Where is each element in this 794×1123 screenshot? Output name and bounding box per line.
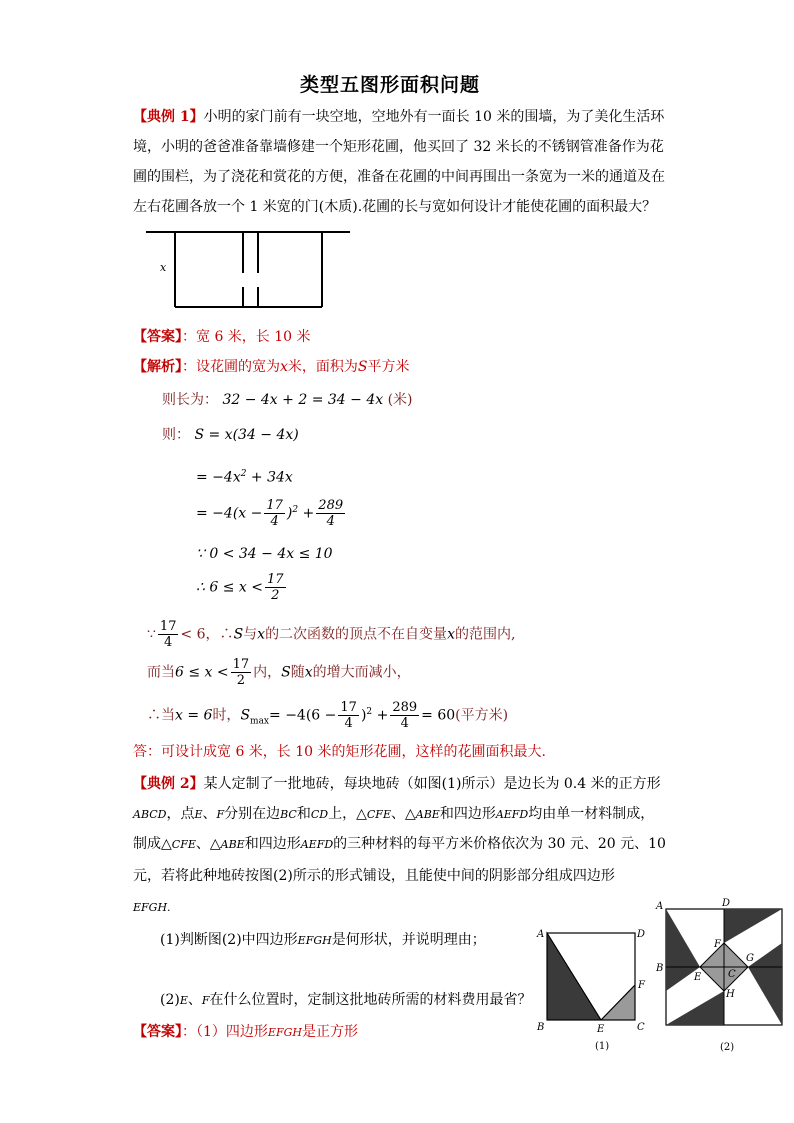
analysis-text1: ：设花圃的宽为: [182, 359, 280, 375]
conclusion-line3: [147, 700, 508, 731]
c3-frac2-d: 4: [400, 716, 409, 731]
c2-frac-n: 17: [232, 657, 250, 672]
l2i: CD: [310, 808, 329, 821]
l2b: ，点: [166, 806, 195, 822]
fig2-label-g: G: [746, 953, 754, 964]
garden-diagram: [140, 225, 360, 315]
question-1: [160, 930, 486, 951]
ex2-answer-c: 是正方形: [301, 1024, 358, 1040]
q1c: 是何形状，并说明理由；: [331, 932, 486, 948]
q2d: F: [201, 994, 210, 1007]
l2k: CFE: [366, 808, 391, 821]
analysis-var-x: x: [280, 359, 288, 375]
c3-e: ): [360, 707, 367, 724]
example2-line3: [133, 834, 666, 855]
ex2-answer-b: EFGH: [267, 1026, 302, 1039]
ex2-answer-a: ：（1）四边形: [182, 1024, 268, 1040]
c3-frac1-d: 4: [344, 716, 353, 731]
q2b: E: [179, 994, 188, 1007]
example2-line4: 元，若将此种地砖按图(2)所示的形式铺设，且能使中间的阴影部分组成四边形: [133, 868, 615, 884]
l3c: 、△: [195, 836, 221, 852]
q1a: (1)判断图(2)中四边形: [160, 932, 298, 948]
fig1-label-a: A: [537, 929, 545, 940]
q2e: 在什么位置时，定制这批地砖所需的材料费用最省？: [209, 992, 532, 1008]
fig2-label-f: F: [714, 939, 721, 950]
l2j: 上，△: [328, 806, 367, 822]
fig2-label-d: D: [722, 898, 731, 909]
example1-answer: [133, 327, 311, 347]
step2-b: + 34x: [246, 469, 293, 486]
c3-h: (平方米): [455, 707, 509, 724]
c2-b: 6 ≤ x <: [175, 664, 229, 681]
l2n: 和四边形: [439, 806, 496, 822]
c2-s: S: [281, 664, 291, 681]
l2c: E: [194, 808, 203, 821]
q1b: EFGH: [297, 934, 332, 947]
c3-d: = −4(6 −: [269, 707, 337, 724]
example1-line4: 左右花圃各放一个 1 米宽的门(木质).花圃的长与宽如何设计才能使花圃的面积最大？: [133, 199, 657, 215]
c3-b: x = 6: [175, 707, 213, 724]
example2-line1: [133, 774, 661, 794]
l2g: BC: [280, 808, 297, 821]
c3-s: S: [240, 707, 251, 724]
example1-line3: 圃的围栏，为了浇花和赏花的方便，准备在花圃的中间再围出一条宽为一米的通道及在: [133, 169, 665, 185]
l3g: 的三种材料的每平方米价格依次为 30 元、20 元、10: [333, 836, 666, 852]
c2-a: 而当: [147, 664, 175, 681]
area-line: [162, 425, 299, 445]
fig2-label-h: H: [726, 989, 735, 1000]
step5-a: ∴ 6 ≤ x <: [196, 579, 263, 596]
step2-exp: 2: [240, 469, 247, 479]
l2e: F: [216, 808, 225, 821]
c2-frac-d: 2: [236, 673, 246, 688]
fig1-label-e: E: [597, 1024, 605, 1035]
c1-d: 的二次函数的顶点不在自变量: [265, 626, 448, 643]
c1-b: < 6，∴: [180, 626, 234, 643]
example2-answer: [133, 1022, 358, 1043]
c3-f: +: [372, 707, 389, 724]
l3f: AEFD: [300, 838, 334, 851]
c1-c: 与: [243, 626, 258, 643]
c1-x: x: [257, 626, 266, 643]
c3-exp: 2: [366, 706, 373, 717]
c2-e: 的增大而减小，: [312, 664, 411, 681]
length-line: [162, 390, 413, 410]
l3b: CFE: [171, 838, 196, 851]
fig2-label-b: B: [656, 963, 664, 974]
c2-c: 内，: [253, 664, 282, 681]
c1-frac-n: 17: [159, 619, 177, 634]
fig1-caption: (1): [595, 1041, 610, 1052]
example1-tag: 【典例 1】: [133, 109, 204, 125]
answer-tag: 【答案】: [133, 329, 182, 345]
fig2-caption: (2): [720, 1042, 735, 1053]
example1-line1: [133, 107, 664, 127]
step3-frac2: [316, 498, 345, 529]
l3d: ABE: [220, 838, 245, 851]
fig1-label-d: D: [637, 929, 646, 940]
c2-x: x: [304, 664, 313, 681]
l2p: 均由单一材料制成，: [528, 806, 655, 822]
page-title: 类型五图形面积问题: [300, 74, 481, 96]
fig1-label-f: F: [638, 980, 645, 991]
c1-e: 的范围内,: [454, 626, 516, 643]
l2m: ABE: [415, 808, 440, 821]
fig2-label-e: E: [694, 972, 702, 983]
q2a: (2): [160, 992, 180, 1008]
c3-frac1: [338, 700, 359, 731]
analysis-var-s: S: [357, 359, 368, 375]
example1-line2: 境，小明的爸爸准备靠墙修建一个矩形花圃，他买回了 32 米长的不锈钢管准备作为花: [133, 139, 664, 155]
length-expr: 32 − 4x + 2 = 34 − 4x: [222, 392, 384, 408]
step3-a: = −4(x −: [196, 505, 263, 522]
conclusion-line1: [147, 619, 515, 650]
step-vertex-form: [196, 498, 347, 529]
example1-text1: 小明的家门前有一块空地，空地外有一面长 10 米的围墙，为了美化生活环: [203, 109, 665, 125]
analysis-tag: 【解析】: [133, 359, 182, 375]
step3-frac2-n: 289: [318, 498, 344, 513]
l2f: 分别在边: [224, 806, 281, 822]
c1-a: ∵: [147, 626, 156, 643]
question-2: [160, 990, 532, 1011]
step-range-condition: ∵ 0 < 34 − 4x ≤ 10: [196, 546, 333, 562]
c1-x2: x: [447, 626, 455, 643]
ex2-answer-tag: 【答案】: [133, 1024, 182, 1040]
step3-frac1-d: 4: [270, 514, 279, 529]
analysis-text3: 平方米: [367, 359, 410, 375]
example2-line2: [133, 804, 654, 825]
c1-frac-d: 4: [164, 635, 173, 650]
length-prefix: 则长为：: [162, 392, 218, 408]
example1-analysis: [133, 357, 410, 377]
length-unit: (米): [387, 392, 413, 408]
c1-frac: [158, 619, 179, 650]
c2-d: 随: [290, 664, 305, 681]
l2a: ABCD: [133, 808, 167, 821]
answer-text: ：宽 6 米，长 10 米: [182, 329, 311, 345]
tile-figure-2: [652, 895, 792, 1060]
l2h: 和: [296, 806, 311, 822]
example2-text1: 某人定制了一批地砖，每块地砖（如图(1)所示）是边长为 0.4 米的正方形: [203, 776, 661, 792]
q2c: 、: [187, 992, 202, 1008]
c3-sub: max: [250, 716, 270, 727]
c3-a: ∴当: [147, 707, 175, 724]
c3-frac1-n: 17: [340, 700, 357, 715]
l2o: AEFD: [495, 808, 529, 821]
area-prefix: 则：: [162, 427, 190, 443]
c1-s: S: [233, 626, 244, 643]
example2-tag: 【典例 2】: [133, 776, 204, 792]
step5-frac-d: 2: [271, 588, 280, 603]
step-range-result: [196, 572, 288, 603]
step5-frac-n: 17: [266, 572, 284, 587]
fig1-label-c: C: [637, 1022, 645, 1033]
step3-frac2-d: 4: [326, 514, 335, 529]
l3a: 制成△: [133, 836, 172, 852]
example2-line5: EFGH.: [133, 901, 171, 914]
fig2-label-c: C: [728, 969, 736, 980]
analysis-text2: 米，面积为: [287, 359, 358, 375]
diagram-label-x: x: [160, 261, 167, 274]
l2l: 、△: [390, 806, 416, 822]
fig1-label-b: B: [537, 1022, 545, 1033]
c2-frac: [231, 657, 252, 688]
step3-b: ): [286, 505, 293, 522]
step-expanded: [196, 469, 293, 486]
l3e: 和四边形: [244, 836, 301, 852]
step5-frac: [265, 572, 286, 603]
example1-final-answer: 答：可设计成宽 6 米，长 10 米的矩形花圃，这样的花圃面积最大.: [133, 744, 546, 760]
area-expr: S = x(34 − 4x): [194, 427, 299, 443]
step2-a: = −4x: [196, 469, 241, 486]
step3-frac1: [264, 498, 285, 529]
c3-g: = 60: [421, 707, 456, 724]
c3-frac2: [390, 700, 419, 731]
step3-frac1-n: 17: [266, 498, 283, 513]
fig2-label-a: A: [656, 901, 664, 912]
tile-figure-1: [535, 925, 655, 1055]
l2d: 、: [202, 806, 217, 822]
step3-exp: 2: [292, 504, 299, 515]
step3-c: +: [298, 505, 315, 522]
conclusion-line2: [147, 657, 411, 688]
c3-c: 时，: [212, 707, 241, 724]
c3-frac2-n: 289: [392, 700, 418, 715]
